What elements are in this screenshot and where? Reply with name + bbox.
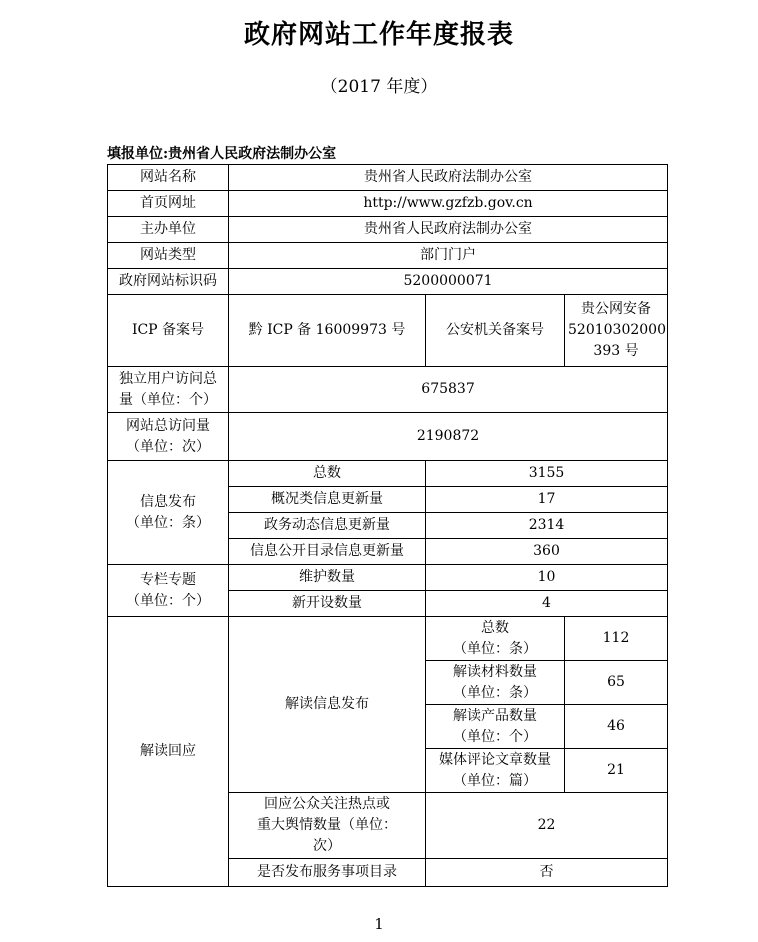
table-row	[108, 413, 668, 461]
interp-products-value: 46	[565, 705, 668, 749]
total-visits-label	[108, 413, 229, 461]
label-line: （单位：个）	[126, 592, 210, 609]
table-row	[108, 269, 668, 295]
site-code-label: 政府网站标识码	[108, 269, 229, 295]
site-type-label: 网站类型	[108, 243, 229, 269]
new-topics-value: 4	[426, 591, 668, 617]
label-line: 媒体评论文章数量	[439, 751, 551, 768]
news-updates-label: 政务动态信息更新量	[229, 513, 426, 539]
info-total-label: 总数	[229, 461, 426, 487]
organizer-value: 贵州省人民政府法制办公室	[229, 217, 668, 243]
label-line: 网站总访问量	[126, 417, 210, 434]
site-name-label: 网站名称	[108, 165, 229, 191]
media-articles-label	[426, 749, 565, 793]
table-row	[108, 295, 668, 367]
icp-value: 黔 ICP 备 16009973 号	[229, 295, 426, 367]
new-topics-label: 新开设数量	[229, 591, 426, 617]
overview-updates-value: 17	[426, 487, 668, 513]
interpretation-label: 解读回应	[108, 617, 229, 887]
security-record-line: 393 号	[593, 343, 639, 359]
table-row	[108, 367, 668, 413]
label-line: 量（单位：个）	[119, 391, 217, 408]
disclosure-updates-label: 信息公开目录信息更新量	[229, 539, 426, 565]
site-name-value: 贵州省人民政府法制办公室	[229, 165, 668, 191]
label-line: 总数	[481, 619, 509, 636]
public-response-value: 22	[426, 793, 668, 859]
unique-visitors-value: 675837	[229, 367, 668, 413]
reporting-unit: 填报单位:贵州省人民政府法制办公室	[107, 146, 337, 162]
table-row	[108, 461, 668, 487]
interp-total-label	[426, 617, 565, 661]
table-row	[108, 217, 668, 243]
label-line: 解读材料数量	[453, 663, 537, 680]
security-record-line: 52010302000	[568, 322, 666, 338]
maintained-topics-value: 10	[426, 565, 668, 591]
total-visits-value: 2190872	[229, 413, 668, 461]
news-updates-value: 2314	[426, 513, 668, 539]
label-line: （单位：条）	[453, 640, 537, 657]
label-line: （单位：个）	[453, 728, 537, 745]
info-total-value: 3155	[426, 461, 668, 487]
table-row	[108, 617, 668, 661]
page-title: 政府网站工作年度报表	[243, 20, 514, 50]
security-record-line: 贵公网安备	[581, 301, 651, 317]
table-row	[108, 565, 668, 591]
service-catalog-value: 否	[426, 859, 668, 887]
unique-visitors-label	[108, 367, 229, 413]
label-line: 次）	[313, 838, 341, 854]
overview-updates-label: 概况类信息更新量	[229, 487, 426, 513]
security-record-label: 公安机关备案号	[426, 295, 565, 367]
site-code-value: 5200000071	[229, 269, 668, 295]
interp-materials-value: 65	[565, 661, 668, 705]
info-publish-label	[108, 461, 229, 565]
label-line: 独立用户访问总	[119, 370, 217, 387]
label-line: 解读产品数量	[453, 707, 537, 724]
label-line: （单位：次）	[126, 438, 210, 455]
maintained-topics-label: 维护数量	[229, 565, 426, 591]
special-topics-label	[108, 565, 229, 617]
label-line: （单位：条）	[453, 684, 537, 701]
media-articles-value: 21	[565, 749, 668, 793]
report-table	[107, 164, 668, 887]
label-line: 重大舆情数量（单位：	[257, 817, 397, 833]
public-response-label	[229, 793, 426, 859]
icp-label: ICP 备案号	[108, 295, 229, 367]
table-row	[108, 191, 668, 217]
table-row	[108, 165, 668, 191]
label-line: 专栏专题	[140, 571, 196, 588]
interp-materials-label	[426, 661, 565, 705]
label-line: 回应公众关注热点或	[264, 796, 390, 812]
service-catalog-label: 是否发布服务事项目录	[229, 859, 426, 887]
interp-products-label	[426, 705, 565, 749]
site-type-value: 部门门户	[229, 243, 668, 269]
organizer-label: 主办单位	[108, 217, 229, 243]
disclosure-updates-value: 360	[426, 539, 668, 565]
page-number: 1	[374, 915, 384, 933]
label-line: （单位：篇）	[453, 772, 537, 789]
interpretation-publish-label: 解读信息发布	[229, 617, 426, 793]
label-line: （单位：条）	[126, 514, 210, 531]
home-url-value: http://www.gzfzb.gov.cn	[229, 191, 668, 217]
home-url-label: 首页网址	[108, 191, 229, 217]
security-record-value	[565, 295, 668, 367]
year-subtitle: （2017 年度）	[320, 77, 438, 97]
interp-total-value: 112	[565, 617, 668, 661]
label-line: 信息发布	[140, 493, 196, 510]
table-row	[108, 243, 668, 269]
